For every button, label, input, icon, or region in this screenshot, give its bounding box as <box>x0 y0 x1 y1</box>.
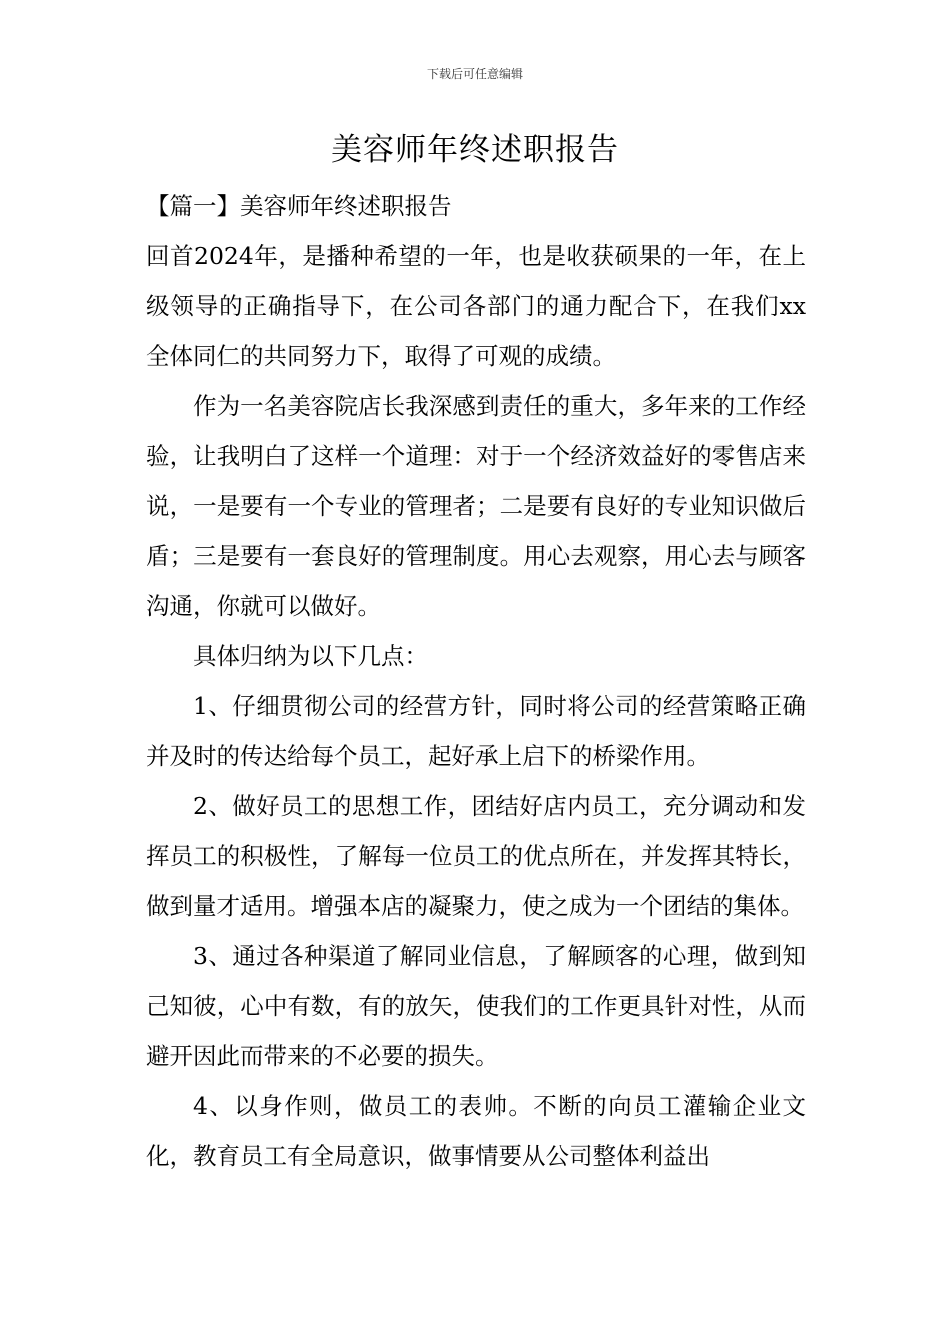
paragraph-experience: 作为一名美容院店长我深感到责任的重大，多年来的工作经验，让我明白了这样一个道理：对于一个经济效益好的零售店来说，一是要有一个专业的管理者；二是要有良好的专业知识做后盾；三是要有一套良好的管理制度。用心去观察，用心去与顾客沟通，你就可以做好。 <box>146 392 806 620</box>
section-heading: 【篇一】美容师年终述职报告 <box>146 192 452 220</box>
document-body <box>146 181 806 1181</box>
paragraph-point-1: 1、仔细贯彻公司的经营方针，同时将公司的经营策略正确并及时的传达给每个员工，起好承上启下的桥梁作用。 <box>146 692 806 770</box>
document-title: 美容师年终述职报告 <box>331 132 619 168</box>
paragraph-point-3: 3、通过各种渠道了解同业信息，了解顾客的心理，做到知己知彼，心中有数，有的放矢，使我们的工作更具针对性，从而避开因此而带来的不必要的损失。 <box>146 942 806 1070</box>
paragraph-point-4: 4、以身作则，做员工的表帅。不断的向员工灌输企业文化，教育员工有全局意识，做事情要从公司整体利益出 <box>146 1092 806 1170</box>
paragraph-summary-lead: 具体归纳为以下几点： <box>193 642 428 670</box>
paragraph-intro: 回首2024年，是播种希望的一年，也是收获硕果的一年，在上级领导的正确指导下，在公司各部门的通力配合下，在我们xx全体同仁的共同努力下，取得了可观的成绩。 <box>146 242 806 370</box>
paragraph-point-2: 2、做好员工的思想工作，团结好店内员工，充分调动和发挥员工的积极性，了解每一位员工的优点所在，并发挥其特长，做到量才适用。增强本店的凝聚力，使之成为一个团结的集体。 <box>146 792 806 920</box>
header-note: 下载后可任意编辑 <box>426 67 523 81</box>
